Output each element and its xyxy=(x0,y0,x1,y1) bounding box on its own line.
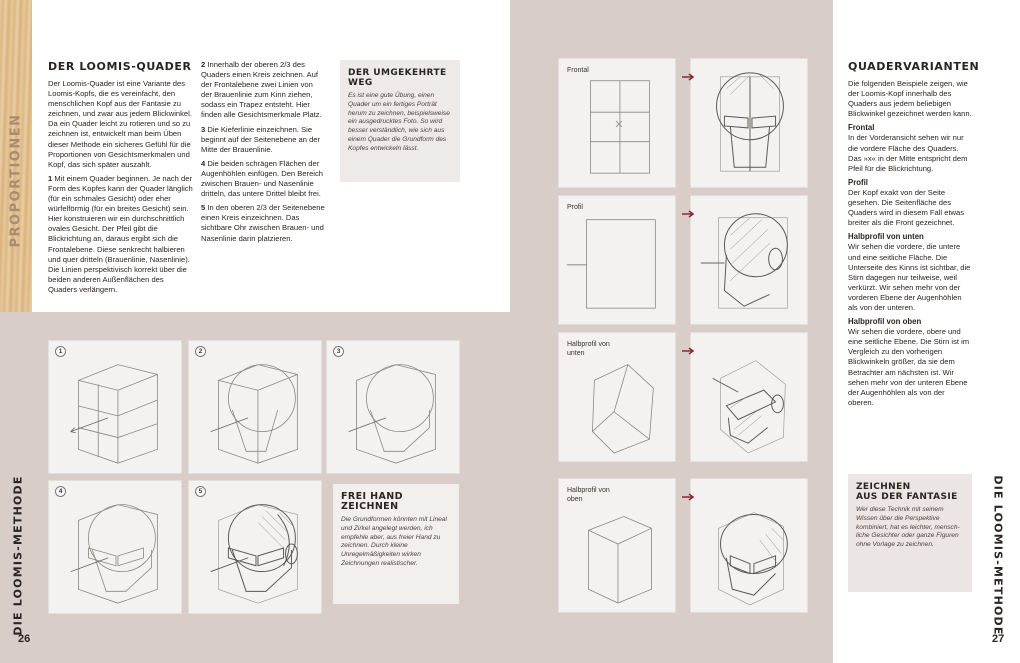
cube-eyes-sketch xyxy=(49,481,181,613)
side-label-loomis-left: DIE LOOMIS-METHODE xyxy=(11,474,25,636)
sketch-number: 5 xyxy=(195,486,206,497)
info-box-text: Wer diese Technik mit seinem Wissen über die Perspektive kombiniert, hat es leichter, menschliche Gesichter oder ganze Figuren ohne Vorlage zu zeichnen. xyxy=(856,506,960,549)
right-intro: Die folgenden Beispiele zeigen, wie der Loomis-Kopf innerhalb des Quaders aus jedem beliebigen Blickwinkel gezeichnet werden kann. xyxy=(848,79,972,119)
intro-paragraph: Der Loomis-Quader ist eine Variante des Loomis-Kopfs, die es vereinfacht, den menschlichen Kopf aus der Fantasie zu zeichnen, und zwar aus jedem Blickwinkel. Da ein Quader leicht zu rotieren und so zu zeichnen ist, entwickelt man beim Üben dieser Methode ein sicheres Gefühl für die Proportionen von Gesichtsmerkmalen und Kopf, das sich später auszahlt. xyxy=(48,79,192,169)
text-column-1 xyxy=(48,60,193,299)
section-title-quadervarianten: QUADERVARIANTEN xyxy=(848,60,980,73)
text-profil: Der Kopf exakt von der Seite gesehen. Die Seitenfläche des Quaders wird in diesem Fall etwas breiter als die Front gezeichnet. xyxy=(848,187,965,228)
frontal-head-sketch xyxy=(691,59,807,187)
info-box-umgekehrte-weg xyxy=(340,60,460,182)
sketch-number: 2 xyxy=(195,346,206,357)
row-label-profil: Profil xyxy=(567,204,583,211)
sketch-step-1 xyxy=(48,340,182,474)
step-3: 3 Die Kieferlinie einzeichnen. Sie beginnt auf der Seitenebene an der Mitte der Brauenlinie. xyxy=(201,124,321,154)
right-text-column xyxy=(848,60,980,412)
arrow-icon xyxy=(682,342,696,360)
info-box-title: DER UMGEKEHRTE WEG xyxy=(348,68,447,88)
info-box-text: Es ist eine gute Übung, einen Quader um ein fertiges Porträt herum zu zeichnen, beispielsweise ein ausgedrucktes Foto. So wird besser verständlich, wie sich aus einem Quader die Grundform des Kopfes entwickeln lässt. xyxy=(348,92,450,152)
cube-circle-sketch xyxy=(189,341,321,473)
step-4: 4 Die beiden schrägen Flächen der Augenhöhlen einfügen. Den Bereich zwischen Brauen- und Nasenlinie dritteln, das untere Drittel bleibt frei. xyxy=(201,158,324,199)
row-label-halbprofil-unten: Halbprofil von unten xyxy=(567,341,610,357)
subheading-halbprofil-oben: Halbprofil von oben xyxy=(848,317,922,327)
info-box-text: Die Grundformen könnten mit Lineal und Zirkel angelegt werden, ich empfehle aber, aus freier Hand zu zeichnen. Durch kleine Unregelmäßigkeiten wirken Zeichnungen realistischer. xyxy=(341,516,447,567)
sketch-step-4 xyxy=(48,480,182,614)
box-profil xyxy=(558,195,676,325)
sketch-number: 4 xyxy=(55,486,66,497)
subheading-frontal: Frontal xyxy=(848,123,875,133)
arrow-icon xyxy=(682,68,696,86)
side-label-proportionen: PROPORTIONEN xyxy=(8,113,24,247)
row-label-halbprofil-oben: Halbprofil von oben xyxy=(567,487,610,503)
box-frontal xyxy=(558,58,676,188)
head-frontal xyxy=(690,58,808,188)
head-halbprofil-oben xyxy=(690,478,808,613)
halbprofil-unten-head-sketch xyxy=(691,333,807,461)
arrow-icon xyxy=(682,205,696,223)
row-label-frontal: Frontal xyxy=(567,67,589,74)
text-halbprofil-unten: Wir sehen die vordere, die untere und eine seitliche Fläche. Die Unterseite des Kinns ist sichtbar, die Stirn dagegen nur teilweise, weil verkürzt. Wir sehen mehr von der vorderen Ebene der Augenhöhlen als von der unteren. xyxy=(848,242,971,312)
info-box-title-line-2: AUS DER FANTASIE xyxy=(856,492,958,502)
sketch-number: 1 xyxy=(55,346,66,357)
cube-sketch xyxy=(49,341,181,473)
info-box-title-line-1: ZEICHNEN xyxy=(856,482,911,492)
page-number-left: 26 xyxy=(18,633,31,645)
head-halbprofil-unten xyxy=(690,332,808,462)
sketch-step-2 xyxy=(188,340,322,474)
info-box-fantasie xyxy=(848,474,972,592)
section-title-loomis-quader: DER LOOMIS-QUADER xyxy=(48,60,192,73)
arrow-icon xyxy=(682,488,696,506)
subheading-halbprofil-unten: Halbprofil von unten xyxy=(848,232,924,242)
step-5: 5 In den oberen 2/3 der Seitenebene einen Kreis einzeichnen. Das sichtbare Ohr zwischen Brauen- und Nasenlinie darin platzieren. xyxy=(201,203,325,243)
box-halbprofil-oben xyxy=(558,478,676,613)
frontal-box-sketch xyxy=(559,59,675,187)
step-1: 1 Mit einem Quader beginnen. Je nach der Form des Kopfes kann der Quader länglich (für ein schmales Gesicht) oder eher würfelförmig (für ein breites Gesicht) sein. Hier konstruieren wir ein durchschnittlich ovales Gesicht. Der Pfeil gibt die Blickrichtung an, daraus ergibt sich die Frontalebene. Diese senkrecht halbieren und quer dritteln (Brauenlinie, Nasenlinie). Die Linien perspektivisch korrekt über die beiden anderen Außenflächen des Quaders verlängern. xyxy=(48,173,193,294)
halbprofil-oben-head-sketch xyxy=(691,479,807,612)
sketch-number: 3 xyxy=(333,346,344,357)
info-box-title: FREI HAND ZEICHNEN xyxy=(341,491,403,512)
sketch-step-3 xyxy=(326,340,460,474)
subheading-profil: Profil xyxy=(848,177,868,187)
info-box-frei-hand xyxy=(333,484,459,604)
box-halbprofil-unten xyxy=(558,332,676,462)
side-label-loomis-right: DIE LOOMIS-METHODE xyxy=(991,474,1005,636)
sketch-step-5 xyxy=(188,480,322,614)
text-frontal: In der Vorderansicht sehen wir nur die vordere Fläche des Quaders. Das »x« in der Mitte entspricht dem Pfeil für die Blickrichtung. xyxy=(848,133,968,173)
head-profil xyxy=(690,195,808,325)
finished-head-sketch xyxy=(189,481,321,613)
text-halbprofil-oben: Wir sehen die vordere, obere und eine seitliche Ebene. Die Stirn ist im Vergleich zu den vorherigen Blickwinkeln größer, da sie dem Betrachter am nächsten ist. Wir sehen mehr von der unteren Ebene der Augenhöhlen als von der oberen. xyxy=(848,327,970,407)
text-column-2 xyxy=(201,60,325,248)
page-number-right: 27 xyxy=(992,633,1005,645)
profil-box-sketch xyxy=(559,196,675,324)
profil-head-sketch xyxy=(691,196,807,324)
cube-jaw-sketch xyxy=(327,341,459,473)
step-2: 2 Innerhalb der oberen 2/3 des Quaders einen Kreis zeichnen. Auf der Frontalebene zwei Linien von der Brauenlinie zum Kinn ziehen, sodass ein Trapez entsteht. Hier finden alle Gesichtsmerkmale Platz. xyxy=(201,60,322,120)
